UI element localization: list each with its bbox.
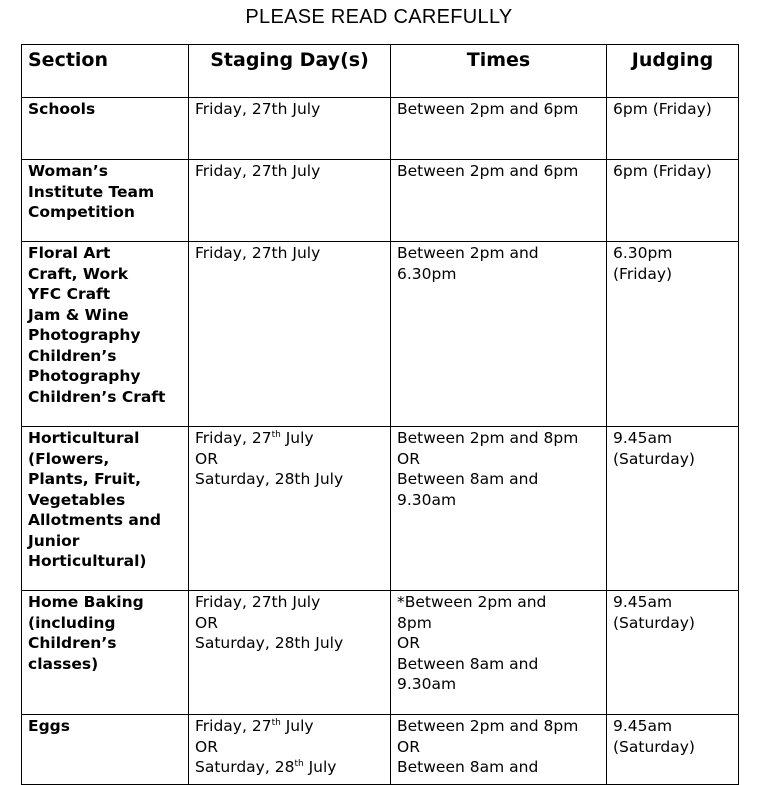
times-cell: Between 2pm and 6.30pm [391,242,607,427]
ordinal-suffix: th [294,759,304,769]
table-row [22,242,739,427]
section-cell: Schools [22,98,189,160]
staging-text: July [303,758,337,776]
judging-cell: 6pm (Friday) [607,98,739,160]
section-cell: Woman’s Institute Team Competition [22,160,189,242]
ordinal-suffix: th [271,430,281,440]
staging-text: Saturday, 28 [195,758,295,776]
staging-cell [189,427,391,591]
staging-cell [189,715,391,785]
judging-cell: 9.45am (Saturday) [607,591,739,715]
page-heading: PLEASE READ CAREFULLY [245,6,513,28]
times-cell: Between 2pm and 8pm OR Between 8am and [391,715,607,785]
judging-cell: 6pm (Friday) [607,160,739,242]
table-row [22,98,739,160]
section-cell: Home Baking (including Children’s classes) [22,591,189,715]
table-header-row [22,45,739,98]
staging-cell: Friday, 27th July [189,242,391,427]
times-cell: Between 2pm and 6pm [391,160,607,242]
times-cell: Between 2pm and 8pm OR Between 8am and 9.30am [391,427,607,591]
judging-cell: 9.45am (Saturday) [607,427,739,591]
staging-cell: Friday, 27th July [189,98,391,160]
section-cell: Floral Art Craft, Work YFC Craft Jam & Wine Photography Children’s Photography Children’s Craft [22,242,189,427]
staging-text: July [280,717,314,735]
schedule-table [21,44,739,785]
staging-text: Friday, 27 [195,429,272,447]
judging-cell: 6.30pm (Friday) [607,242,739,427]
column-header-times: Times [391,45,607,98]
judging-cell: 9.45am (Saturday) [607,715,739,785]
table-row [22,591,739,715]
times-cell: Between 2pm and 6pm [391,98,607,160]
column-header-section: Section [22,45,189,98]
staging-cell: Friday, 27th July [189,160,391,242]
ordinal-suffix: th [271,718,281,728]
column-header-staging-days: Staging Day(s) [189,45,391,98]
column-header-judging: Judging [607,45,739,98]
table-row [22,427,739,591]
table-row [22,160,739,242]
staging-cell: Friday, 27th July OR Saturday, 28th July [189,591,391,715]
section-cell: Eggs [22,715,189,785]
staging-text: OR [195,737,218,756]
times-cell: *Between 2pm and 8pm OR Between 8am and 9.30am [391,591,607,715]
section-cell: Horticultural (Flowers, Plants, Fruit, Vegetables Allotments and Junior Horticultural) [22,427,189,591]
staging-text: July OR Saturday, 28th July [195,429,344,488]
table-row [22,715,739,785]
staging-text: Friday, 27 [195,717,272,735]
